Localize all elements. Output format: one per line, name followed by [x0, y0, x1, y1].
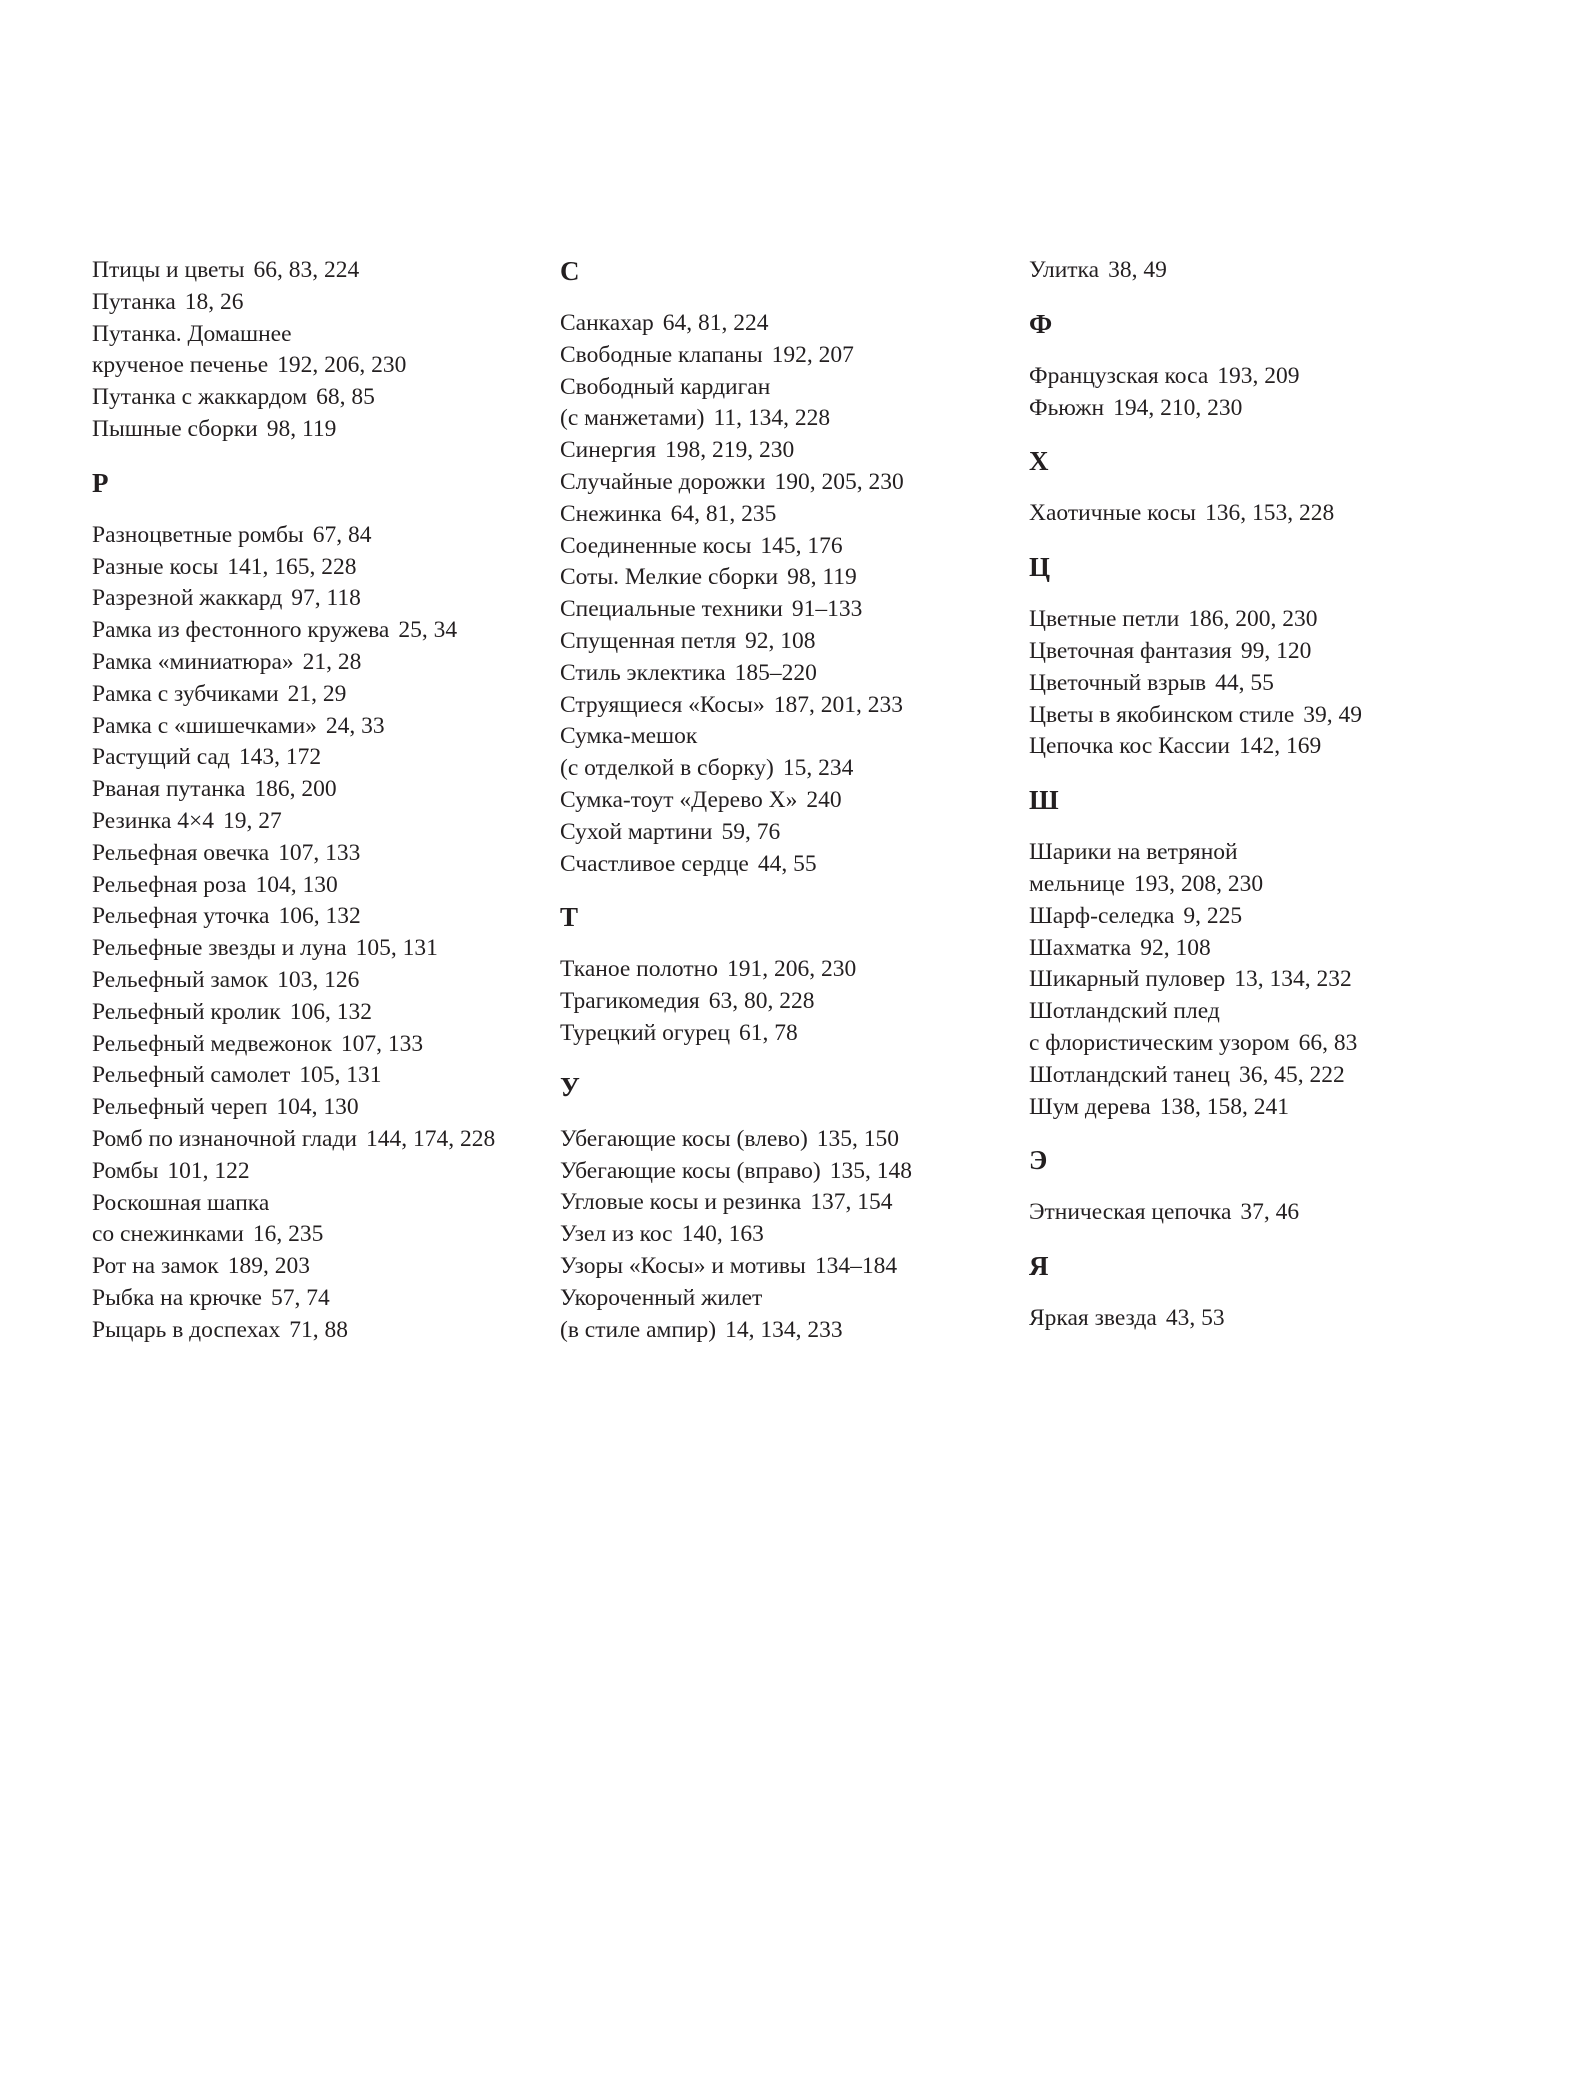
index-letter-group: [1029, 445, 1489, 530]
index-entry-term: Резинка 4×4: [92, 807, 215, 834]
index-entry: [1029, 668, 1489, 700]
index-entry-pages: 16, 235: [252, 1221, 324, 1248]
index-entry-term: Рельефный медвежонок: [92, 1030, 332, 1057]
index-entry: [92, 1060, 552, 1092]
index-entry-term: Рельефные звезды и луна: [92, 935, 347, 962]
index-letter-group: [1029, 308, 1489, 425]
index-entry-pages: 107, 133: [340, 1030, 424, 1057]
index-entry-list: [560, 954, 1020, 1049]
index-entry-term: Рамка из фестонного кружева: [92, 617, 390, 644]
index-entry: [560, 499, 1020, 531]
index-entry-pages: 192, 207: [771, 341, 854, 368]
index-entry: [92, 679, 552, 711]
index-entry-pages: 68, 85: [316, 384, 375, 411]
index-entry-pages: 61, 78: [739, 1019, 798, 1046]
index-entry-term: Случайные дорожки: [560, 468, 766, 495]
index-entry-term: мельнице: [1029, 870, 1125, 897]
index-entry-pages: 37, 46: [1240, 1199, 1300, 1226]
index-entry-term: Рельефный самолет: [92, 1062, 291, 1089]
index-entry-term: Яркая звезда: [1029, 1305, 1157, 1332]
index-entry-pages: 198, 219, 230: [665, 437, 795, 464]
index-entry-term: Трагикомедия: [560, 988, 700, 1015]
index-entry: [1029, 1197, 1489, 1229]
index-entry: [560, 690, 1020, 722]
index-entry: [92, 870, 552, 902]
index-entry: [560, 785, 1020, 817]
index-entry: [1029, 869, 1489, 901]
index-entry-pages: 18, 26: [184, 288, 244, 315]
index-entry: [560, 849, 1020, 881]
index-entry-list: [92, 520, 552, 1347]
index-entry: [560, 753, 1020, 785]
index-entry: [92, 583, 552, 615]
index-entry-term: Рельефная роза: [92, 871, 247, 898]
index-entry: [1029, 1028, 1489, 1060]
index-column-2: [560, 255, 1020, 1346]
index-entry-pages: 64, 81, 235: [670, 500, 777, 527]
index-entry-term: Сумка-мешок: [560, 723, 698, 750]
index-entry-pages: 105, 131: [299, 1062, 382, 1089]
index-entry-list: [560, 308, 1020, 880]
index-letter-group: [560, 1071, 1020, 1347]
index-entry: [92, 350, 552, 382]
index-entry-term: Цветные петли: [1029, 606, 1180, 633]
section-letter-heading: Х: [1029, 446, 1049, 477]
index-entry-term: Убегающие косы (влево): [560, 1125, 808, 1152]
index-entry-term: Рамка с зубчиками: [92, 680, 279, 707]
index-entry-pages: 15, 234: [782, 755, 854, 782]
index-entry-term: с флористическим узором: [1029, 1029, 1290, 1056]
index-entry-pages: 44, 55: [757, 850, 817, 877]
index-entry-term: Рыцарь в доспехах: [92, 1316, 281, 1343]
index-entry: [92, 838, 552, 870]
index-entry-term: Рельефный кролик: [92, 998, 281, 1025]
index-entry: [1029, 393, 1489, 425]
index-entry: [92, 1092, 552, 1124]
index-entry-pages: 67, 84: [312, 521, 372, 548]
index-entry-term: Стиль эклектика: [560, 659, 726, 686]
index-entry: [92, 901, 552, 933]
index-entry-pages: 106, 132: [289, 998, 372, 1025]
index-entry-list: [1029, 837, 1489, 1123]
index-letter-group: [1029, 784, 1489, 1123]
index-entry-term: Рот на замок: [92, 1253, 219, 1280]
index-entry-term: Рельефный череп: [92, 1094, 268, 1121]
index-entry: [560, 1219, 1020, 1251]
index-entry-term: Рельефная уточка: [92, 903, 270, 930]
index-entry-pages: 92, 108: [745, 627, 816, 654]
index-entry: [560, 986, 1020, 1018]
index-entry: [1029, 498, 1489, 530]
index-entry-term: со снежинками: [92, 1221, 244, 1248]
index-entry-term: (с отделкой в сборку): [560, 755, 774, 782]
index-entry: [92, 520, 552, 552]
index-entry-term: Узоры «Косы» и мотивы: [560, 1252, 806, 1279]
index-entry: [560, 721, 1020, 753]
index-entry-term: Растущий сад: [92, 744, 230, 771]
index-entry-term: Шотландский плед: [1029, 998, 1220, 1025]
section-letter-heading: Ф: [1029, 308, 1053, 339]
index-entry: [92, 382, 552, 414]
index-entry-term: Цветочная фантазия: [1029, 637, 1232, 664]
index-entry-pages: 145, 176: [760, 532, 843, 559]
index-entry-pages: 194, 210, 230: [1113, 394, 1243, 421]
index-entry-term: Рыбка на крючке: [92, 1284, 262, 1311]
index-entry-pages: 187, 201, 233: [773, 691, 903, 718]
index-entry-pages: 185–220: [734, 659, 817, 686]
index-entry-term: Узел из кос: [560, 1221, 673, 1248]
index-entry-pages: 141, 165, 228: [227, 553, 357, 580]
index-entry-pages: 192, 206, 230: [277, 352, 407, 379]
index-entry-pages: 19, 27: [223, 807, 282, 834]
index-entry: [92, 1283, 552, 1315]
index-entry: [560, 1187, 1020, 1219]
index-entry-term: Шотландский танец: [1029, 1061, 1230, 1088]
index-entry-term: Струящиеся «Косы»: [560, 691, 765, 718]
index-entry-pages: 190, 205, 230: [774, 468, 904, 495]
index-entry: [560, 531, 1020, 563]
index-entry-pages: 39, 49: [1303, 701, 1363, 728]
index-entry-term: Цветы в якобинском стиле: [1029, 701, 1295, 728]
index-entry-list: [560, 1124, 1020, 1347]
index-entry-term: Специальные техники: [560, 596, 783, 623]
index-entry-pages: 97, 118: [291, 585, 361, 612]
index-entry-pages: 57, 74: [270, 1284, 330, 1311]
index-entry-list: [1029, 255, 1489, 287]
index-entry-term: Снежинка: [560, 500, 662, 527]
index-entry: [560, 1124, 1020, 1156]
index-entry: [560, 658, 1020, 690]
index-entry-term: Турецкий огурец: [560, 1019, 731, 1046]
index-entry: [560, 435, 1020, 467]
index-entry-pages: 138, 158, 241: [1159, 1093, 1289, 1120]
index-entry-pages: 21, 28: [302, 648, 362, 675]
index-entry-term: Спущенная петля: [560, 627, 737, 654]
index-entry-pages: 92, 108: [1140, 934, 1211, 961]
index-entry: [560, 308, 1020, 340]
index-entry: [92, 255, 552, 287]
index-entry-term: крученое печенье: [92, 352, 269, 379]
index-entry-pages: 104, 130: [276, 1094, 359, 1121]
index-entry-pages: 44, 55: [1215, 669, 1274, 696]
index-entry: [92, 552, 552, 584]
index-entry: [560, 403, 1020, 435]
section-letter-heading: У: [560, 1071, 580, 1102]
index-entry-term: Сумка-тоут «Дерево Х»: [560, 786, 798, 813]
index-column-3: [1029, 255, 1489, 1335]
index-entry: [1029, 837, 1489, 869]
index-entry: [1029, 1092, 1489, 1124]
index-entry: [92, 965, 552, 997]
index-entry-term: Путанка с жаккардом: [92, 384, 308, 411]
index-entry-pages: 140, 163: [681, 1221, 764, 1248]
index-entry: [560, 372, 1020, 404]
index-entry-pages: 104, 130: [255, 871, 338, 898]
index-entry-term: Цветочный взрыв: [1029, 669, 1207, 696]
index-entry-list: [92, 255, 552, 446]
index-entry-pages: 135, 150: [816, 1125, 900, 1152]
index-letter-group: [1029, 1144, 1489, 1229]
index-entry-list: [1029, 361, 1489, 425]
index-entry-pages: 91–133: [791, 596, 863, 623]
index-entry-term: Тканое полотно: [560, 956, 718, 983]
index-entry-term: Ромб по изнаночной глади: [92, 1125, 358, 1152]
index-letter-group: [560, 901, 1020, 1049]
index-entry-term: Соты. Мелкие сборки: [560, 564, 779, 591]
index-entry-pages: 71, 88: [289, 1316, 348, 1343]
index-entry-term: Путанка. Домашнее: [92, 320, 292, 347]
index-letter-group: [1029, 551, 1489, 763]
index-entry: [92, 1124, 552, 1156]
index-entry-term: Рамка «миниатюра»: [92, 648, 294, 675]
index-letter-group: [1029, 1250, 1489, 1335]
index-entry: [560, 626, 1020, 658]
index-entry: [1029, 933, 1489, 965]
index-entry-term: Этническая цепочка: [1029, 1199, 1232, 1226]
index-entry-term: Роскошная шапка: [92, 1189, 270, 1216]
index-entry-term: Шахматка: [1029, 934, 1132, 961]
index-entry-term: Разные косы: [92, 553, 219, 580]
index-entry: [560, 1283, 1020, 1315]
index-entry-pages: 193, 208, 230: [1133, 870, 1264, 897]
index-entry-term: Разрезной жаккард: [92, 585, 283, 612]
section-letter-heading: Ц: [1029, 552, 1051, 583]
index-entry-term: Рамка с «шишечками»: [92, 712, 317, 739]
index-entry: [1029, 996, 1489, 1028]
index-entry: [560, 562, 1020, 594]
index-entry-term: Хаотичные косы: [1029, 500, 1196, 527]
index-entry: [560, 1156, 1020, 1188]
index-entry-term: (с манжетами): [560, 405, 705, 432]
section-letter-heading: Я: [1029, 1251, 1049, 1282]
section-letter-heading: Т: [560, 902, 579, 933]
index-entry-term: Ромбы: [92, 1157, 159, 1184]
index-entry-pages: 64, 81, 224: [662, 310, 769, 336]
index-entry: [1029, 964, 1489, 996]
index-entry-pages: 36, 45, 222: [1238, 1061, 1345, 1088]
index-entry: [92, 319, 552, 351]
index-entry-pages: 189, 203: [227, 1253, 310, 1280]
section-letter-heading: Э: [1029, 1145, 1048, 1176]
index-entry-pages: 99, 120: [1240, 637, 1312, 664]
index-entry-pages: 136, 153, 228: [1204, 500, 1335, 527]
index-entry: [92, 997, 552, 1029]
index-entry-term: Французская коса: [1029, 362, 1209, 389]
index-entry: [1029, 700, 1489, 732]
index-entry: [560, 954, 1020, 986]
index-entry-pages: 25, 34: [398, 617, 458, 644]
index-entry-pages: 186, 200, 230: [1188, 606, 1318, 633]
index-entry-pages: 13, 134, 232: [1234, 966, 1352, 993]
index-entry: [560, 1315, 1020, 1347]
index-entry: [1029, 604, 1489, 636]
index-entry: [92, 742, 552, 774]
index-entry-pages: 193, 209: [1217, 362, 1300, 389]
index-entry-pages: 14, 134, 233: [725, 1316, 843, 1343]
index-entry-term: Рваная путанка: [92, 776, 246, 803]
index-entry: [92, 1156, 552, 1188]
index-entry-term: Соединенные косы: [560, 532, 752, 559]
index-entry-pages: 11, 134, 228: [713, 405, 831, 432]
index-entry-pages: 143, 172: [238, 744, 322, 771]
section-letter-heading: Р: [92, 467, 109, 498]
index-entry-term: Сухой мартини: [560, 818, 713, 845]
index-entry-term: Шарики на ветряной: [1029, 839, 1238, 866]
index-entry-pages: 98, 119: [266, 415, 337, 442]
index-entry-pages: 186, 200: [254, 776, 337, 803]
index-entry-term: Цепочка кос Кассии: [1029, 733, 1230, 760]
index-entry: [1029, 636, 1489, 668]
index-entry-pages: 107, 133: [278, 839, 361, 866]
index-entry-term: Фьюжн: [1029, 394, 1105, 421]
index-entry: [560, 594, 1020, 626]
index-entry-pages: 43, 53: [1165, 1305, 1225, 1332]
index-entry: [92, 806, 552, 838]
index-entry: [92, 1315, 552, 1347]
index-entry-term: Птицы и цветы: [92, 257, 245, 283]
index-entry-list: [1029, 1303, 1489, 1335]
index-entry-term: Свободный кардиган: [560, 373, 771, 400]
index-entry-term: Рельефный замок: [92, 966, 269, 993]
index-entry-term: Убегающие косы (вправо): [560, 1157, 821, 1184]
index-entry-term: (в стиле ампир): [560, 1316, 717, 1343]
index-entry: [92, 933, 552, 965]
index-entry-pages: 137, 154: [810, 1189, 893, 1216]
index-entry-list: [1029, 1197, 1489, 1229]
index-entry: [1029, 731, 1489, 763]
index-entry-pages: 9, 225: [1183, 902, 1243, 929]
index-entry-list: [1029, 498, 1489, 530]
index-entry-pages: 66, 83, 224: [253, 257, 360, 283]
index-entry-pages: 66, 83: [1298, 1029, 1358, 1056]
index-entry-list: [1029, 604, 1489, 763]
index-entry-term: Улитка: [1029, 257, 1100, 283]
index-letter-group: [92, 467, 552, 1347]
section-letter-heading: Ш: [1029, 785, 1059, 816]
index-entry-pages: 24, 33: [325, 712, 385, 739]
index-entry-term: Разноцветные ромбы: [92, 521, 304, 548]
index-entry-term: Шикарный пуловер: [1029, 966, 1226, 993]
index-entry-pages: 98, 119: [787, 564, 857, 591]
index-entry: [560, 467, 1020, 499]
index-entry-pages: 240: [806, 786, 842, 813]
index-entry-pages: 21, 29: [287, 680, 347, 707]
index-entry-term: Счастливое сердце: [560, 850, 749, 877]
index-entry: [92, 1219, 552, 1251]
index-entry: [92, 711, 552, 743]
index-entry-pages: 142, 169: [1238, 733, 1322, 760]
index-letter-group: [560, 255, 1020, 880]
index-entry-pages: 63, 80, 228: [708, 988, 815, 1015]
index-letter-group: [1029, 255, 1489, 287]
index-entry: [92, 1188, 552, 1220]
index-entry-term: Шарф-селедка: [1029, 902, 1175, 929]
index-entry: [560, 1018, 1020, 1050]
index-letter-group: [92, 255, 552, 446]
index-entry: [1029, 901, 1489, 933]
index-entry: [560, 817, 1020, 849]
index-entry: [92, 1251, 552, 1283]
index-entry-pages: 191, 206, 230: [726, 956, 857, 983]
index-entry: [92, 774, 552, 806]
index-entry: [92, 1029, 552, 1061]
index-entry-pages: 134–184: [814, 1252, 898, 1279]
index-entry: [92, 647, 552, 679]
index-entry-pages: 103, 126: [277, 966, 360, 993]
index-entry-pages: 38, 49: [1108, 257, 1167, 283]
index-entry-term: Синергия: [560, 437, 657, 464]
section-letter-heading: С: [560, 256, 580, 286]
index-entry-pages: 106, 132: [278, 903, 361, 930]
index-entry-term: Санкахар: [560, 310, 654, 336]
index-entry-term: Рельефная овечка: [92, 839, 270, 866]
index-entry: [1029, 361, 1489, 393]
index-entry-pages: 144, 174, 228: [366, 1125, 496, 1152]
index-entry: [92, 615, 552, 647]
index-entry-pages: 135, 148: [829, 1157, 912, 1184]
index-entry-pages: 101, 122: [167, 1157, 250, 1184]
index-entry-term: Пышные сборки: [92, 415, 258, 442]
index-entry-term: Шум дерева: [1029, 1093, 1151, 1120]
index-entry: [1029, 1303, 1489, 1335]
index-column-1: [92, 255, 552, 1347]
index-entry-term: Угловые косы и резинка: [560, 1189, 802, 1216]
index-entry-pages: 59, 76: [721, 818, 781, 845]
index-entry: [92, 287, 552, 319]
index-entry: [560, 1251, 1020, 1283]
index-entry-term: Укороченный жилет: [560, 1284, 763, 1311]
index-entry: [560, 340, 1020, 372]
index-entry: [92, 414, 552, 446]
index-entry-term: Путанка: [92, 288, 176, 315]
index-entry: [1029, 255, 1489, 287]
index-entry-term: Свободные клапаны: [560, 341, 763, 368]
index-entry: [1029, 1060, 1489, 1092]
index-entry-pages: 105, 131: [355, 935, 438, 962]
